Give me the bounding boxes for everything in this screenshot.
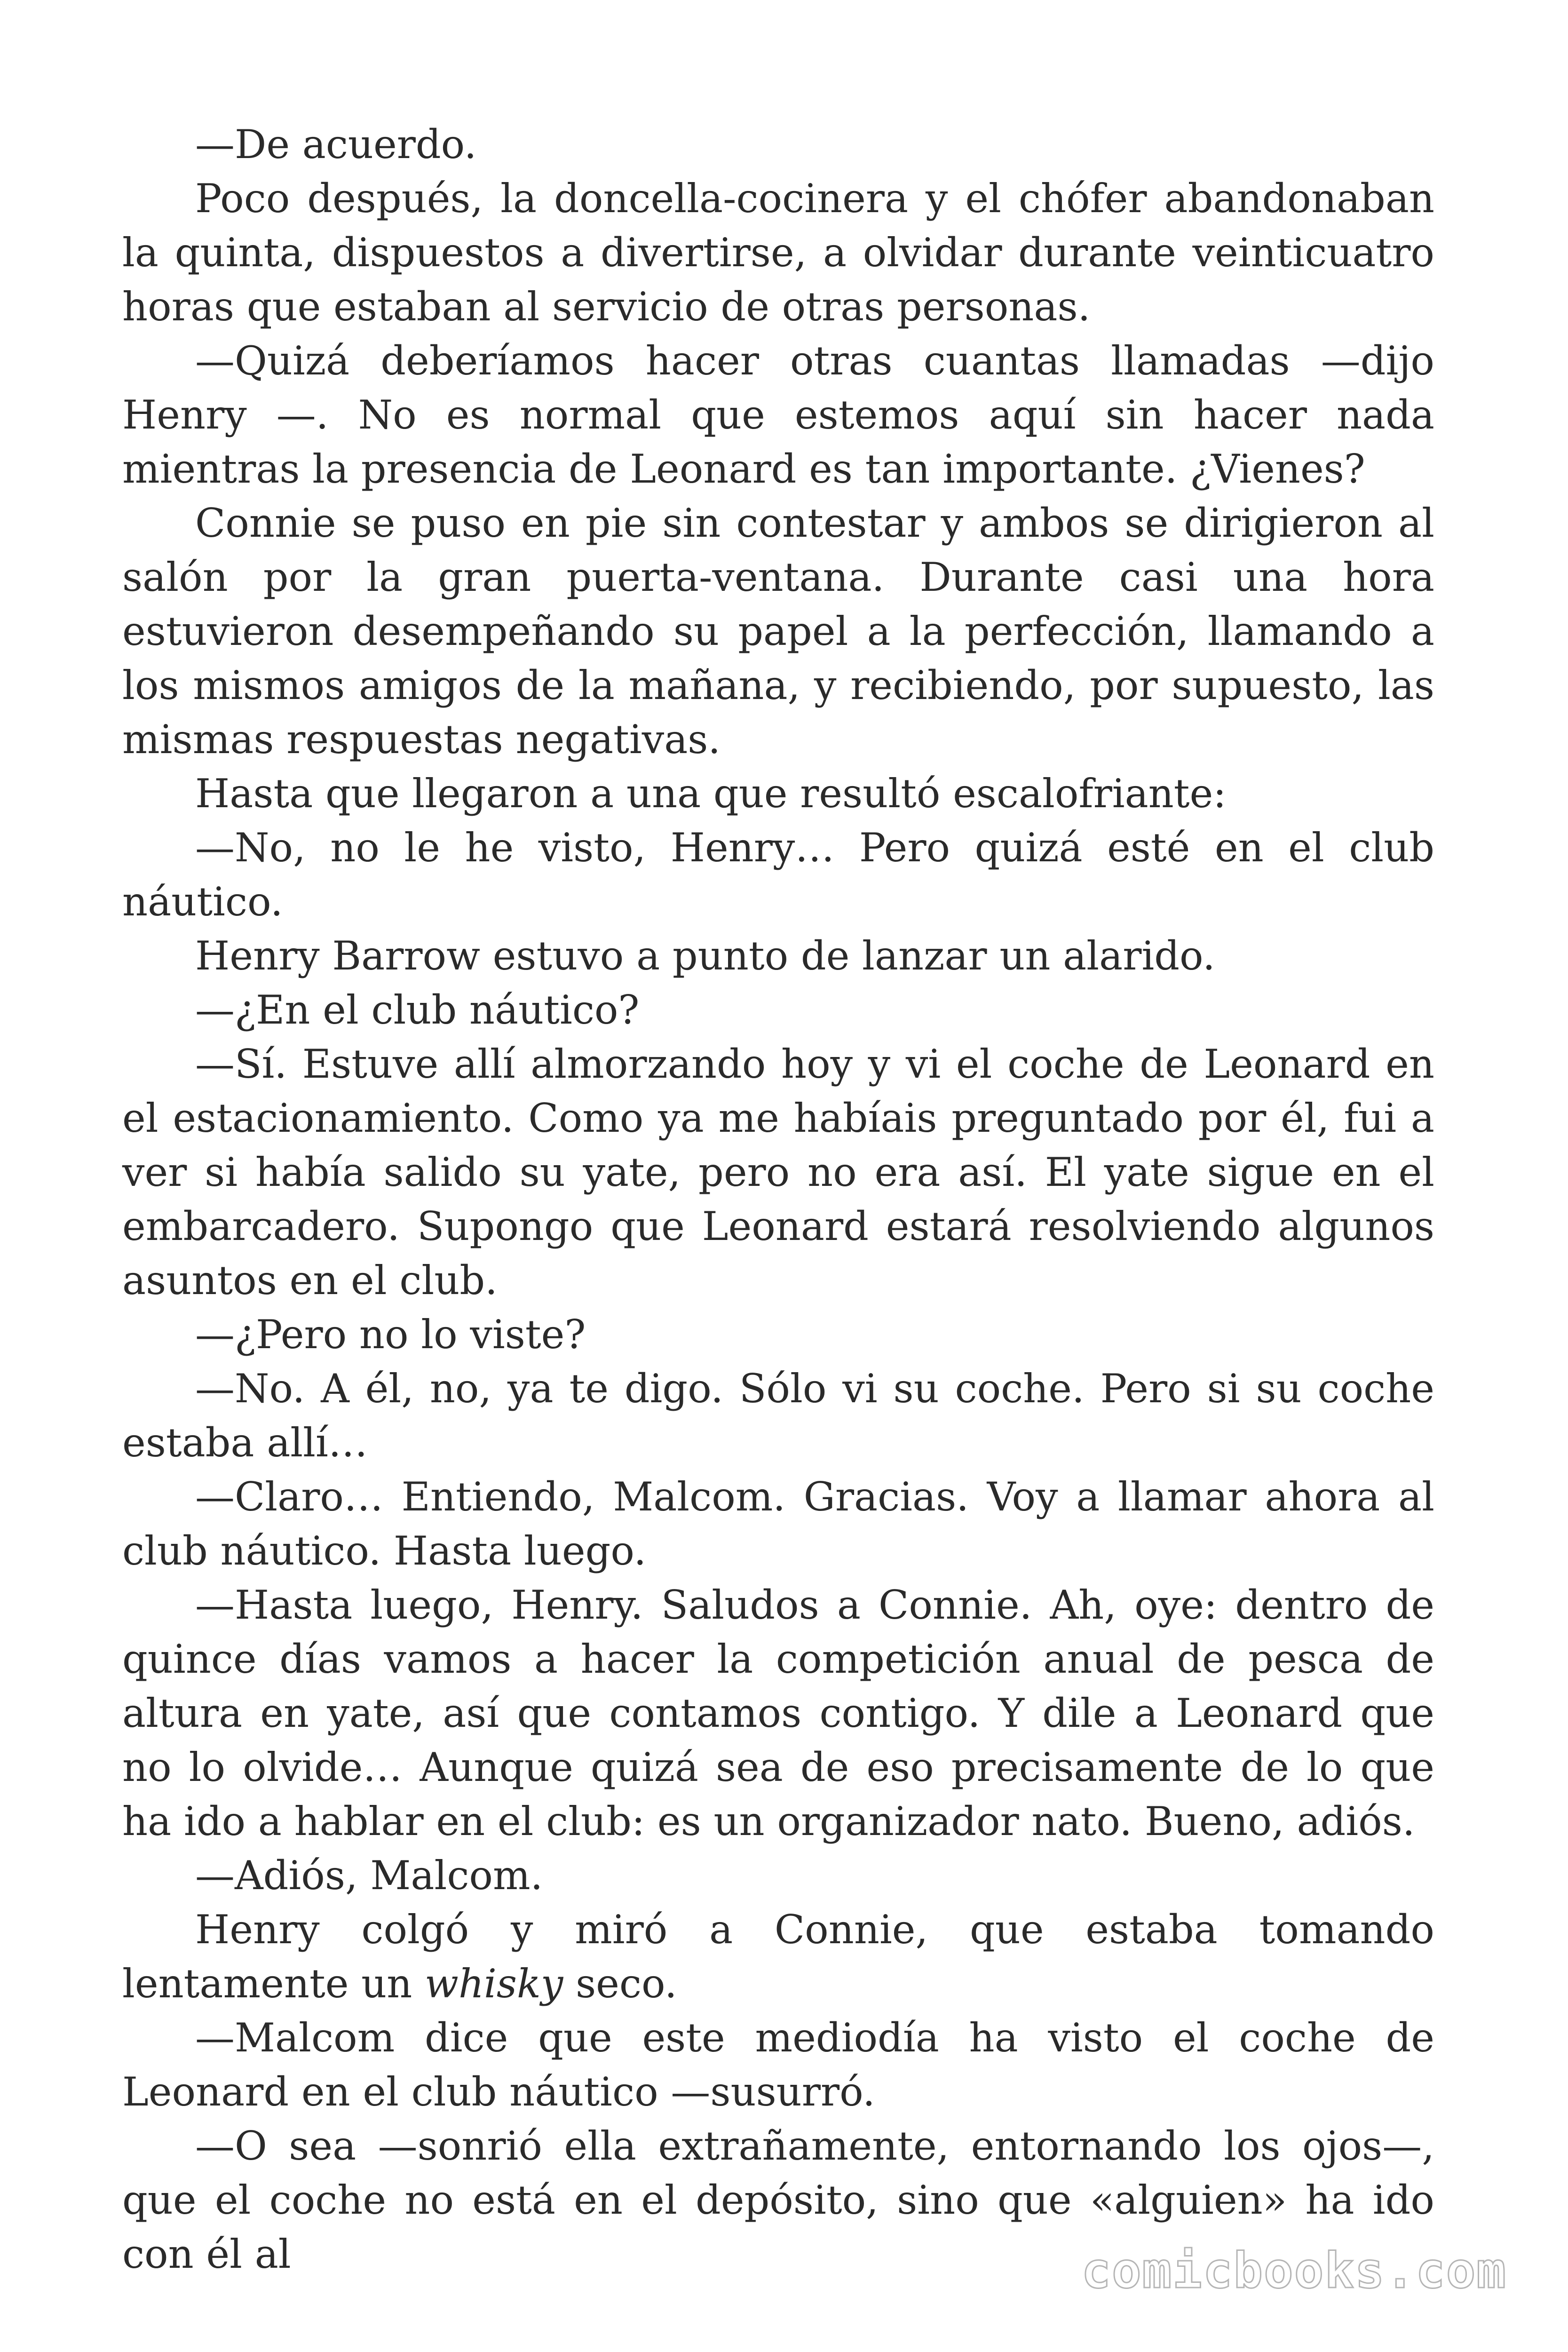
paragraph — [122, 1037, 1434, 1308]
paragraph-text: —No. A él, no, ya te digo. Sólo vi su coche. Pero si su coche estaba allí… — [122, 1366, 1434, 1466]
paragraph — [122, 1903, 1434, 2011]
paragraph-text: —Sí. Estuve allí almorzando hoy y vi el coche de Leonard en el estacionamiento. Como ya me habíais preguntado por él, fui a ver si había salido su yate, pero no era así. El yate sigue en el embarcadero. Supongo que Leonard estará resolviendo algunos asuntos en el club. — [122, 1041, 1434, 1303]
paragraph-text: —Claro… Entiendo, Malcom. Gracias. Voy a llamar ahora al club náutico. Hasta luego. — [122, 1474, 1434, 1574]
paragraph-text: —De acuerdo. — [195, 121, 477, 167]
paragraph-text: —O sea —sonrió ella extrañamente, entornando los ojos—, que el coche no está en el depósito, sino que «alguien» ha ido con él al — [122, 2123, 1434, 2277]
paragraph-text: Henry Barrow estuvo a punto de lanzar un alarido. — [195, 933, 1215, 979]
paragraph-text: —Hasta luego, Henry. Saludos a Connie. Ah, oye: dentro de quince días vamos a hacer la competición anual de pesca de altura en yate, así que contamos contigo. Y dile a Leonard que no lo olvide… Aunque quizá sea de eso precisamente de lo que ha ido a hablar en el club: es un organizador nato. Bueno, adiós. — [122, 1582, 1434, 1844]
paragraph-text: Hasta que llegaron a una que resultó escalofriante: — [195, 771, 1227, 817]
paragraph — [122, 929, 1434, 983]
italic-term: whisky — [425, 1961, 563, 2007]
watermark-logo — [1081, 2237, 1512, 2307]
paragraph-text: seco. — [563, 1961, 677, 2007]
paragraph — [122, 172, 1434, 334]
paragraph — [122, 2011, 1434, 2119]
paragraph-text: —Adiós, Malcom. — [195, 1852, 543, 1899]
paragraph-text: Connie se puso en pie sin contestar y ambos se dirigieron al salón por la gran puerta-ventana. Durante casi una hora estuvieron desempeñando su papel a la perfección, llamando a los mismos amigos de la mañana, y recibiendo, por supuesto, las mismas respuestas negativas. — [122, 500, 1434, 763]
paragraph — [122, 1362, 1434, 1470]
paragraph — [122, 1470, 1434, 1578]
paragraph — [122, 334, 1434, 496]
page-text-body — [122, 118, 1434, 2281]
svg-text:comicbooks.com: comicbooks.com — [1081, 2242, 1507, 2299]
paragraph — [122, 1578, 1434, 1849]
paragraph — [122, 983, 1434, 1037]
paragraph-text: —Quizá deberíamos hacer otras cuantas llamadas —dijo Henry —. No es normal que estemos aquí sin hacer nada mientras la presencia de Leonard es tan importante. ¿Vienes? — [122, 338, 1434, 492]
paragraph — [122, 118, 1434, 172]
paragraph-text: —Malcom dice que este mediodía ha visto el coche de Leonard en el club náutico —susurró. — [122, 2015, 1434, 2115]
paragraph — [122, 767, 1434, 821]
paragraph-text: Poco después, la doncella-cocinera y el chófer abandonaban la quinta, dispuestos a divertirse, a olvidar durante veinticuatro horas que estaban al servicio de otras personas. — [122, 175, 1434, 330]
paragraph-text: —¿En el club náutico? — [195, 987, 640, 1033]
paragraph-text: —¿Pero no lo viste? — [195, 1311, 586, 1358]
paragraph — [122, 496, 1434, 767]
paragraph — [122, 1849, 1434, 1903]
paragraph — [122, 821, 1434, 929]
paragraph-text: Henry colgó y miró a Connie, que estaba tomando lentamente un — [122, 1907, 1434, 2007]
paragraph — [122, 1308, 1434, 1362]
paragraph-text: —No, no le he visto, Henry… Pero quizá esté en el club náutico. — [122, 825, 1434, 925]
